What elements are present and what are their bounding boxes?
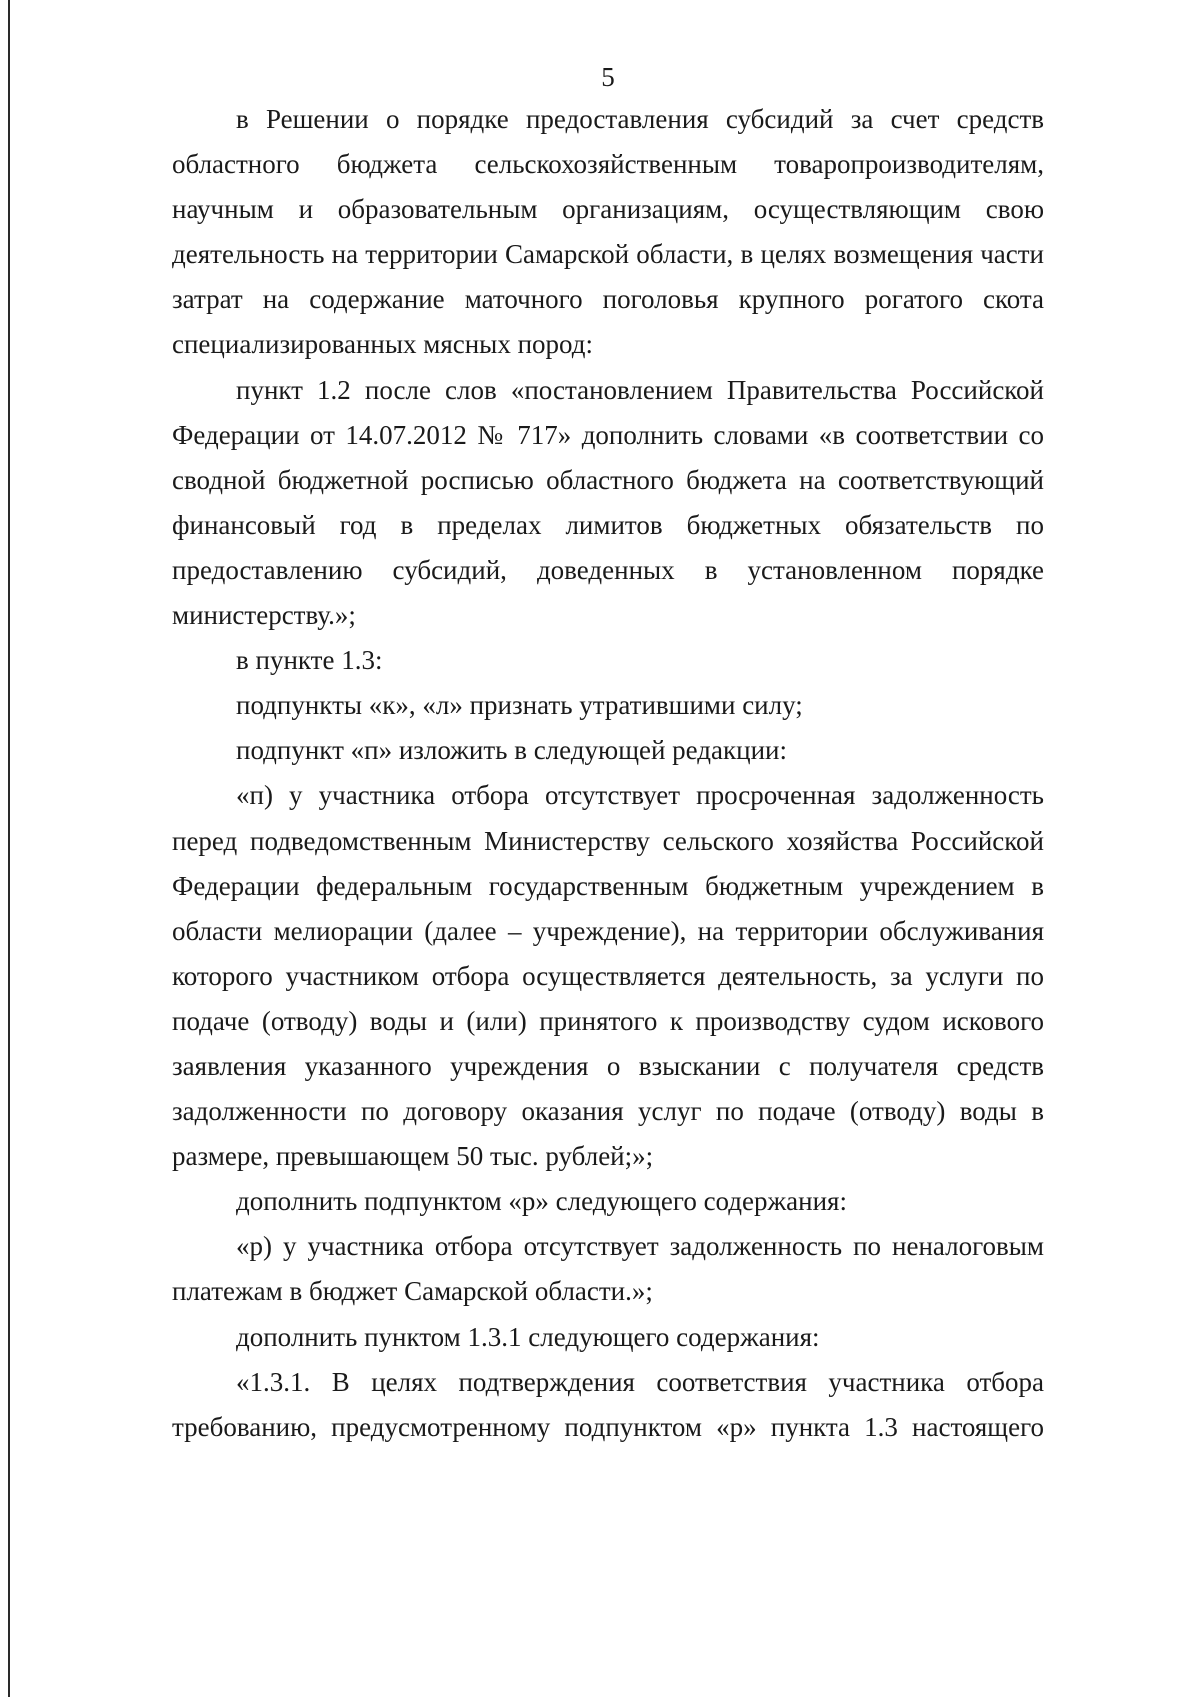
paragraph-subitem-p-intro: подпункт «п» изложить в следующей редакции: (236, 735, 787, 766)
paragraph-item-1-3: в пункте 1.3: (236, 645, 383, 676)
paragraph-subitem-p-text: «п) у участника отбора отсутствует просроченная задолженность перед подведомственным Министерству сельского хозяйства Российской Федерации федеральным государственным бюджетным учреждением в области мелиорации (далее – учреждение), на территории обслуживания которого участником отбора осуществляется деятельность, за услуги по подаче (отводу) воды и (или) принятого к производству судом искового заявления указанного учреждения о взыскании с получателя средств задолженности по договору оказания услуг по подаче (отводу) воды в размере, превышающем 50 тыс. рублей;»; (172, 780, 1044, 1172)
page-number: 5 (601, 62, 615, 92)
paragraph-item-1-2: пункт 1.2 после слов «постановлением Правительства Российской Федерации от 14.07.2012 № 717» дополнить словами «в соответствии со сводной бюджетной росписью областного бюджета на соответствующий финансовый год в пределах лимитов бюджетных обязательств по предоставлению субсидий, доведенных в установленном порядке министерству.»; (172, 374, 1044, 631)
paragraph-subitem-r-text: «р) у участника отбора отсутствует задолженность по неналоговым платежам в бюджет Самарской области.»; (172, 1231, 1044, 1307)
paragraph-item-1-3-1-intro: дополнить пунктом 1.3.1 следующего содержания: (236, 1321, 820, 1352)
scan-edge-line (8, 0, 10, 1697)
document-body (172, 97, 1044, 1450)
paragraph-subitem-r-intro: дополнить подпунктом «р» следующего содержания: (236, 1186, 847, 1217)
paragraph-item-1-3-1-text: «1.3.1. В целях подтверждения соответствия участника отбора требованию, предусмотренному подпунктом «р» пункта 1.3 настоящего (172, 1366, 1044, 1442)
paragraph-subitems-k-l: подпункты «к», «л» признать утратившими силу; (236, 690, 803, 721)
paragraph-decision-intro: в Решении о порядке предоставления субсидий за счет средств областного бюджета сельскохозяйственным товаропроизводителям, научным и образовательным организациям, осуществляющим свою деятельность на территории Самарской области, в целях возмещения части затрат на содержание маточного поголовья крупного рогатого скота специализированных мясных пород: (172, 104, 1044, 360)
